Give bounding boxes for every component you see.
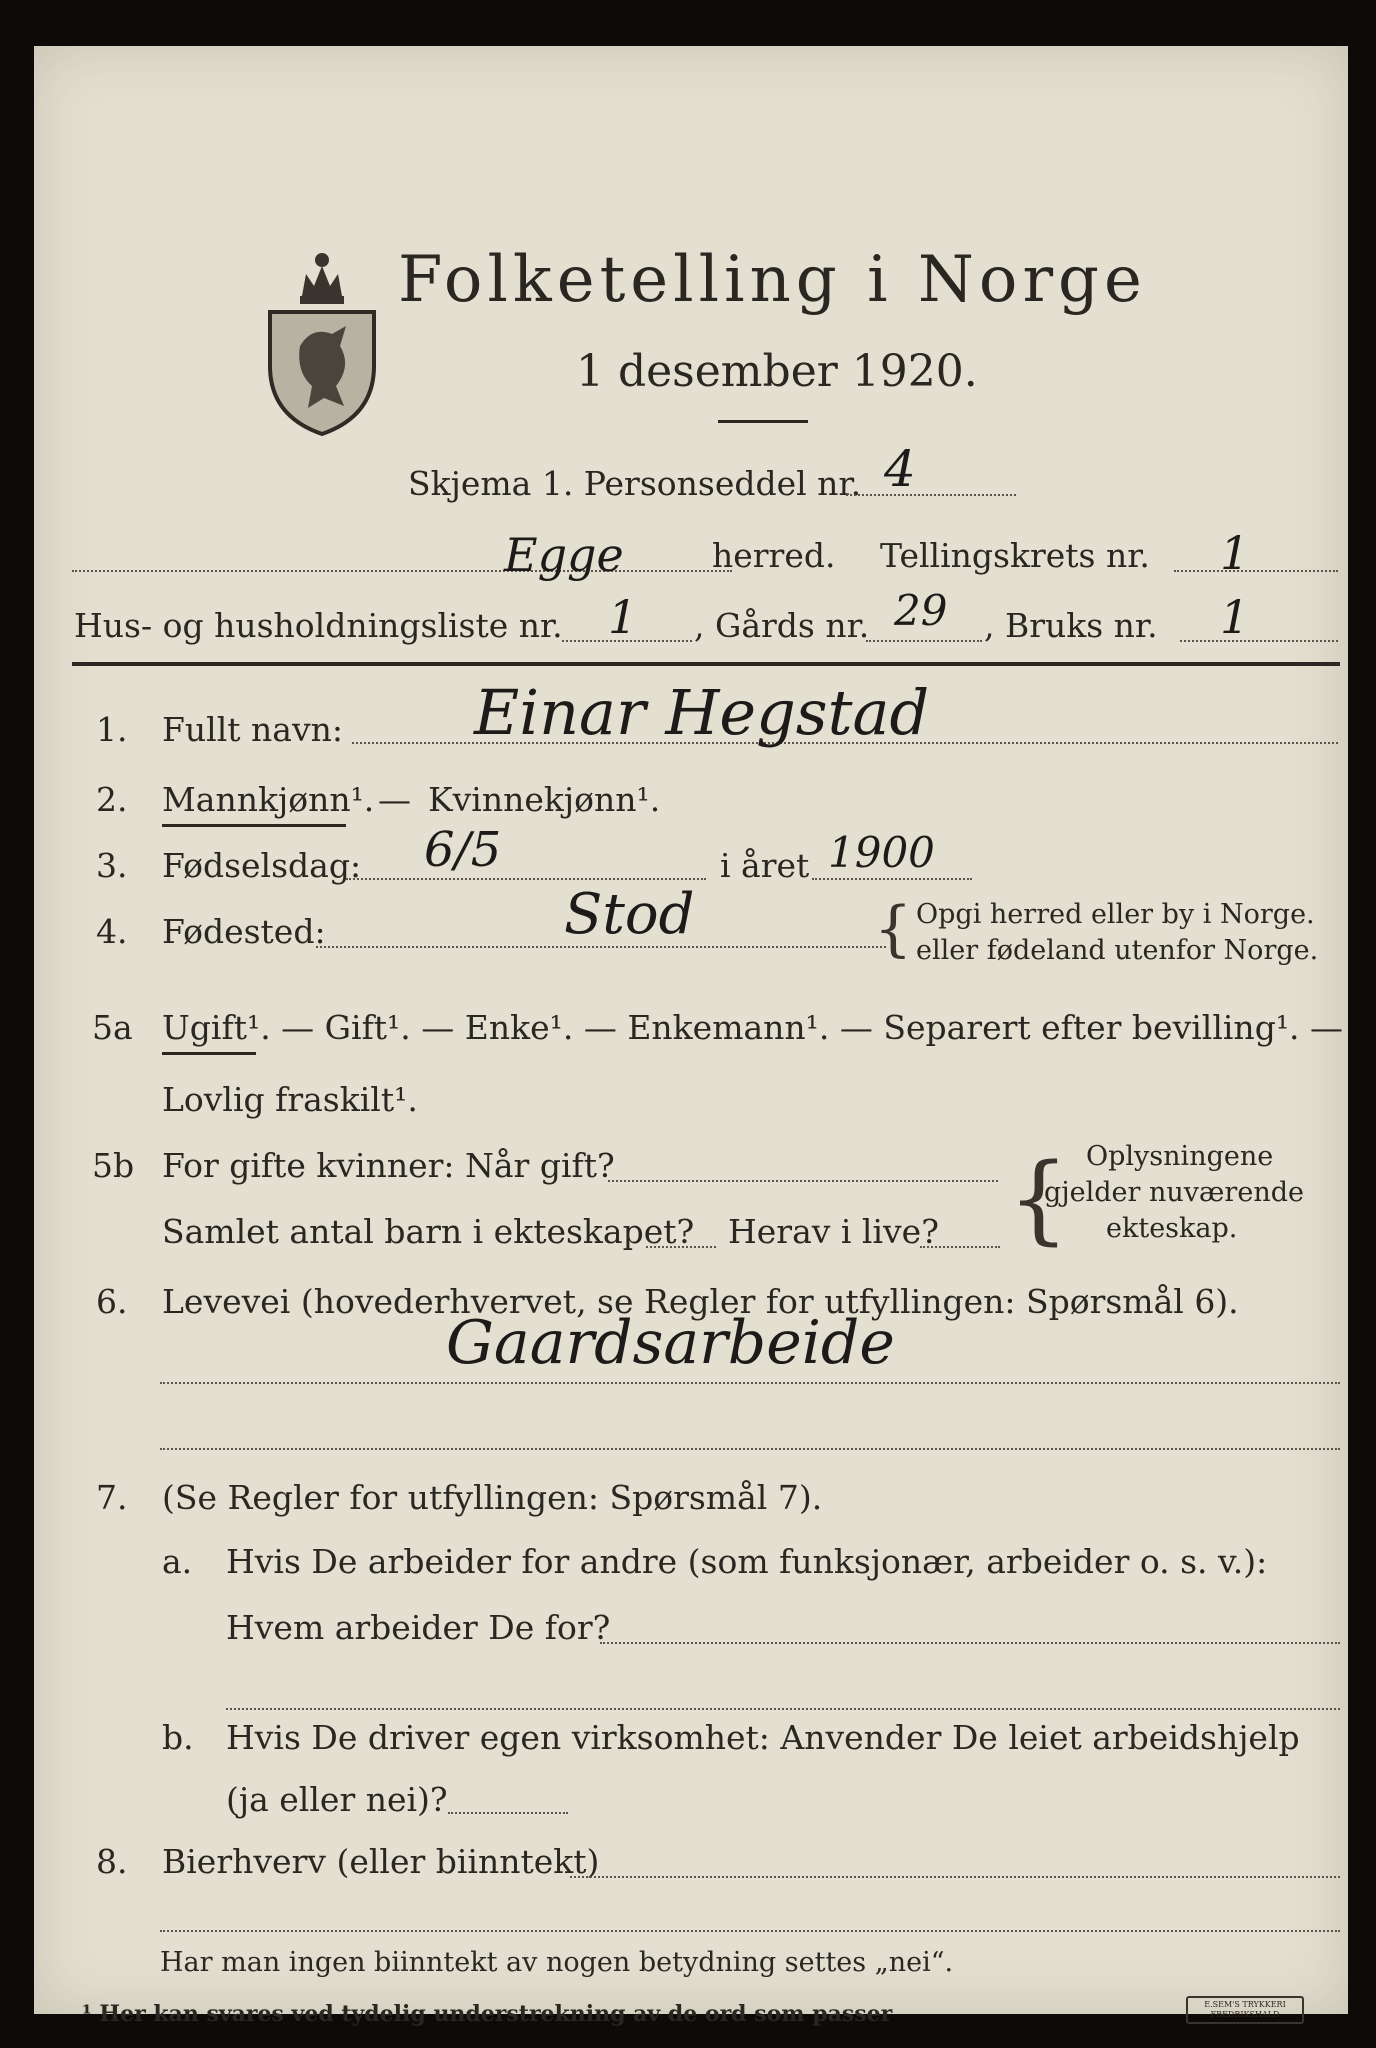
census-date: 1 desember 1920. — [576, 346, 978, 397]
q7b-marker: b. — [162, 1718, 194, 1757]
birthday-value: 6/5 — [424, 822, 502, 878]
q4-note-1: Opgi herred eller by i Norge. — [916, 899, 1315, 930]
q4-label: Fødested: — [162, 912, 326, 951]
q7a-question: Hvis De arbeider for andre (som funksjonær, arbeider o. s. v.): — [226, 1542, 1268, 1581]
q4-number: 4. — [96, 912, 128, 951]
herred-value: Egge — [504, 528, 624, 582]
printer-stamp: E.SEM'S TRYKKERI FREDRIKSHALD — [1186, 1996, 1304, 2024]
bruks-line — [1180, 640, 1338, 642]
footnote-line: ¹ Her kan svares ved tydelig understrekning av de ord som passer — [82, 2001, 893, 2027]
side-income-line-1 — [570, 1876, 1340, 1878]
birthday-line — [346, 878, 706, 880]
household-label: Hus- og husholdningsliste nr. — [74, 606, 563, 645]
q7-label: (Se Regler for utfyllingen: Spørsmål 7). — [162, 1478, 823, 1517]
birth-year-label: i året — [720, 846, 810, 885]
sex-female-option[interactable]: Kvinnekjønn¹. — [428, 780, 661, 819]
q7a-marker: a. — [162, 1542, 193, 1581]
q5b-number: 5b — [92, 1146, 135, 1185]
census-form — [34, 46, 1348, 2027]
children-alive-line — [920, 1246, 1000, 1248]
birth-year-line — [812, 878, 972, 880]
occupation-value: Gaardsarbeide — [446, 1308, 895, 1378]
q5a-number: 5a — [92, 1008, 133, 1047]
q5b-brace: { — [1008, 1143, 1070, 1255]
birthplace-value: Stod — [564, 882, 695, 947]
married-when-line — [608, 1180, 998, 1182]
herred-label: herred. — [712, 536, 836, 575]
gards-label: , Gårds nr. — [694, 606, 870, 645]
q7b-answer-label: (ja eller nei)? — [226, 1780, 448, 1819]
employer-line-2 — [226, 1708, 1340, 1710]
form-title: Folketelling i Norge — [398, 243, 1147, 317]
q4-note-2: eller fødeland utenfor Norge. — [916, 935, 1319, 966]
male-underline — [162, 824, 346, 827]
side-income-line-2 — [160, 1930, 1340, 1932]
gards-value: 29 — [894, 586, 948, 635]
q1-label: Fullt navn: — [162, 710, 343, 749]
tellingskrets-label: Tellingskrets nr. — [880, 536, 1150, 575]
q5b-children-total: Samlet antal barn i ekteskapet? — [162, 1212, 695, 1251]
bruks-label: , Bruks nr. — [984, 606, 1158, 645]
q6-number: 6. — [96, 1282, 128, 1321]
q7a-employer-label: Hvem arbeider De for? — [226, 1608, 611, 1647]
gards-line — [866, 640, 982, 642]
no-income-note: Har man ingen biinntekt av nogen betydning settes „nei“. — [160, 1947, 954, 1978]
marital-status-divorced[interactable]: Lovlig fraskilt¹. — [162, 1080, 418, 1119]
q7-number: 7. — [96, 1478, 128, 1517]
q8-number: 8. — [96, 1842, 128, 1881]
hired-help-line — [448, 1812, 568, 1814]
q5b-note-2: gjelder nuværende — [1044, 1177, 1304, 1208]
occupation-line-1 — [160, 1382, 1340, 1384]
person-no-line — [846, 494, 1016, 496]
household-value: 1 — [608, 590, 638, 644]
marital-status-options[interactable]: Ugift¹. — Gift¹. — Enke¹. — Enkemann¹. — Separert efter bevilling¹. — — [162, 1008, 1344, 1047]
children-total-line — [646, 1246, 716, 1248]
q3-number: 3. — [96, 846, 128, 885]
q3-label: Fødselsdag: — [162, 846, 362, 885]
q5b-married-when: For gifte kvinner: Når gift? — [162, 1146, 615, 1185]
q4-brace: { — [874, 894, 913, 964]
q5b-note-1: Oplysningene — [1086, 1141, 1274, 1172]
birth-year-value: 1900 — [828, 828, 935, 877]
q7b-question: Hvis De driver egen virksomhet: Anvender De leiet arbeidshjelp — [226, 1718, 1300, 1757]
full-name-value: Einar Hegstad — [474, 676, 930, 749]
sex-male-option[interactable]: Mannkjønn¹. — [162, 780, 375, 819]
tellingskrets-line — [1174, 570, 1338, 572]
q5b-children-alive: Herav i live? — [728, 1212, 939, 1251]
header-divider — [72, 662, 1340, 666]
tellingskrets-value: 1 — [1220, 526, 1250, 580]
ugift-underline — [162, 1052, 256, 1055]
occupation-line-2 — [160, 1448, 1340, 1450]
q2-number: 2. — [96, 780, 128, 819]
herred-line — [72, 570, 732, 572]
person-no-value: 4 — [884, 440, 916, 498]
q5b-note-3: ekteskap. — [1106, 1213, 1238, 1244]
q1-number: 1. — [96, 710, 128, 749]
q2-separator: — — [378, 780, 411, 819]
q8-label: Bierhverv (eller biinntekt) — [162, 1842, 600, 1881]
title-divider — [718, 420, 808, 423]
employer-line-1 — [600, 1642, 1340, 1644]
norwegian-coat-of-arms-icon — [262, 226, 382, 436]
q6-label: Levevei (hovederhvervet, se Regler for utfyllingen: Spørsmål 6). — [162, 1282, 1239, 1321]
schema-label: Skjema 1. Personseddel nr. — [408, 464, 862, 503]
bruks-value: 1 — [1220, 590, 1250, 644]
